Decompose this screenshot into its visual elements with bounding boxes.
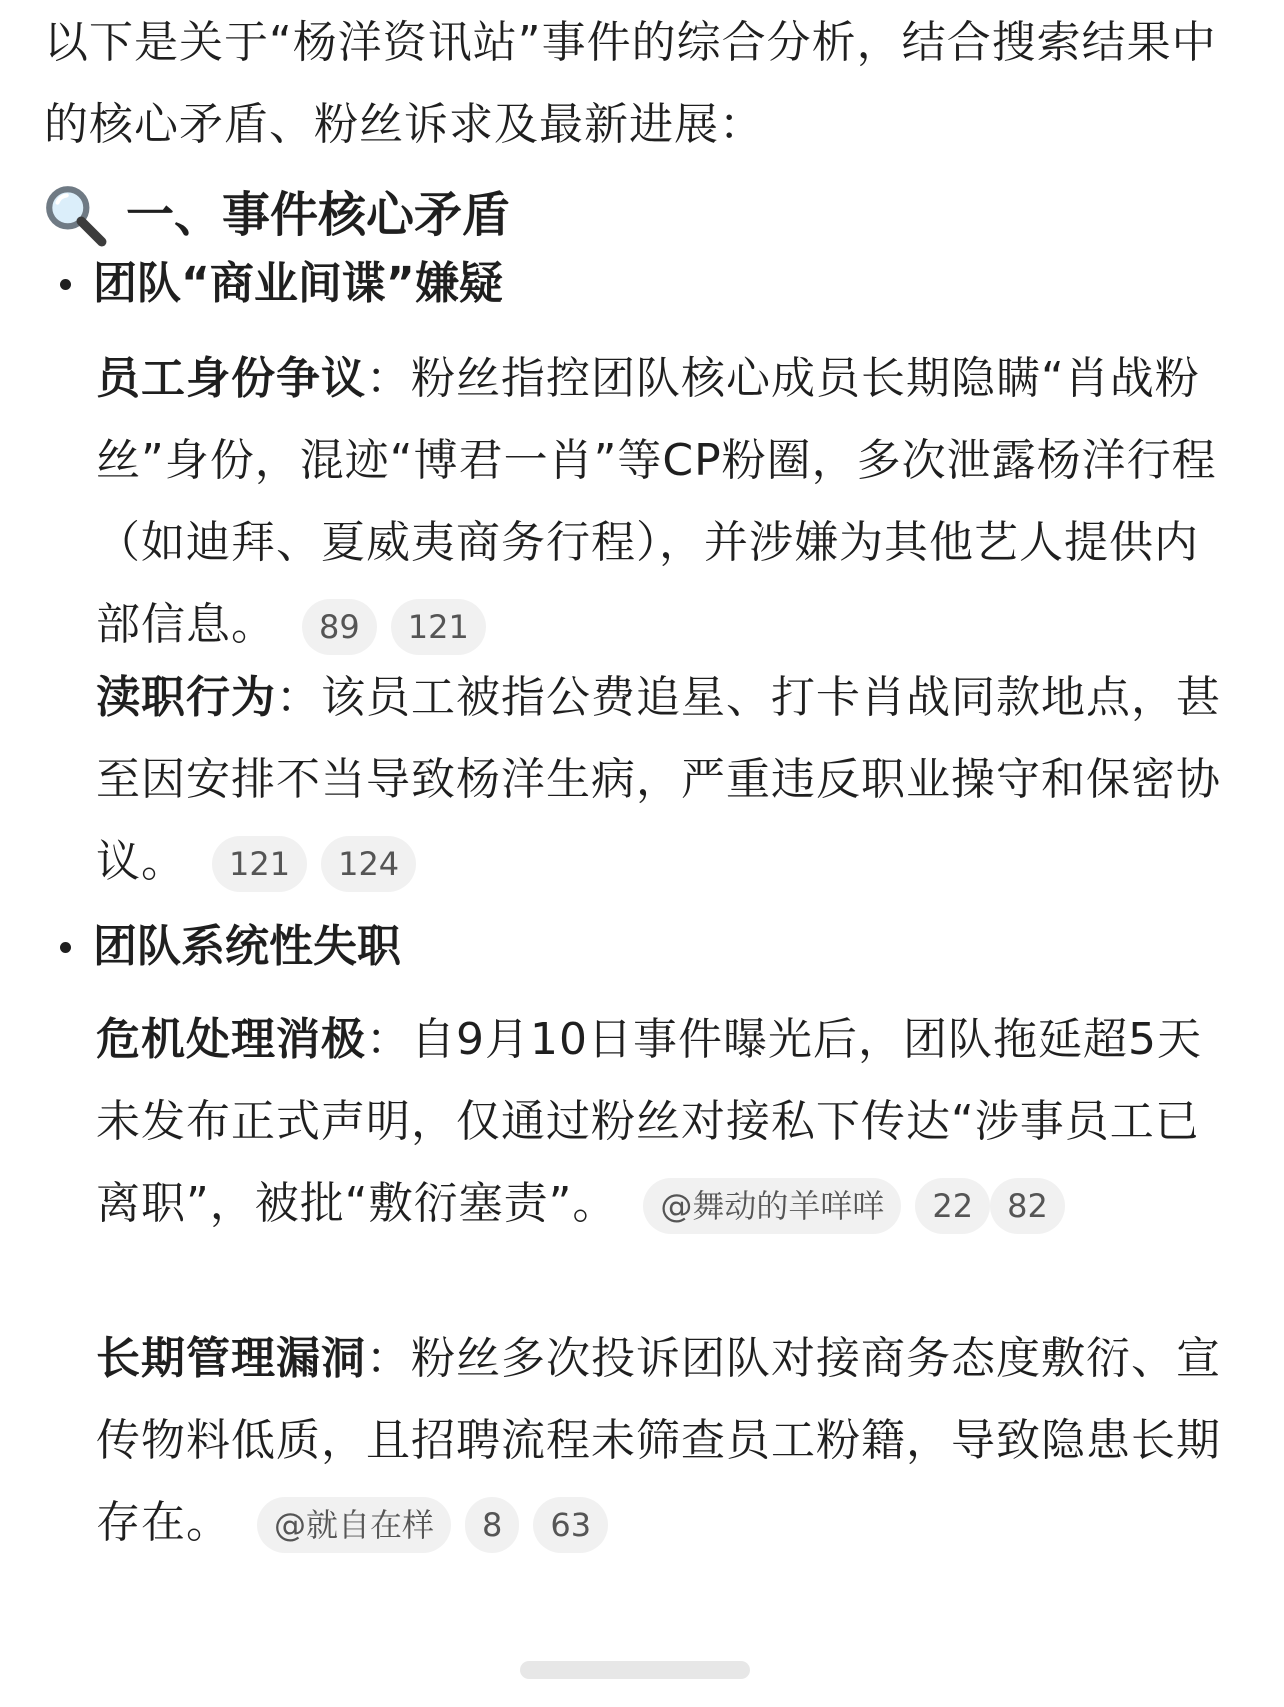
bullet-title: 团队“商业间谍”嫌疑 [93,258,503,309]
detail-paragraph: 危机处理消极：自9月10日事件曝光后，团队拖延超5天未发布正式声明，仅通过粉丝对接私下传达“涉事员工已离职”，被批“敷衍塞责”。 @舞动的羊咩咩 22 82 [96,999,1236,1245]
detail-text: 粉丝指控团队核心成员长期隐瞒“肖战粉丝”身份，混迹“博君一肖”等CP粉圈，多次泄露杨洋行程（如迪拜、夏威夷商务行程），并涉嫌为其他艺人提供内部信息。 [96,353,1217,650]
detail-text: 该员工被指公费追星、打卡肖战同款地点，甚至因安排不当导致杨洋生病，严重违反职业操守和保密协议。 [96,672,1221,887]
bullet-dot [60,942,71,953]
citation-chip[interactable]: 8 [465,1497,519,1553]
bullet-title: 团队系统性失职 [93,921,401,972]
bullet-heading [60,249,503,319]
detail-paragraph: 长期管理漏洞：粉丝多次投诉团队对接商务态度敷衍、宣传物料低质，且招聘流程未筛查员工粉籍，导致隐患长期存在。 @就自在样 8 63 [96,1318,1236,1564]
citation-chip[interactable]: 82 [990,1178,1065,1234]
section-heading [42,180,510,250]
citation-chip[interactable]: 89 [302,599,377,655]
bullet-heading [60,912,401,982]
citation-chip[interactable]: @舞动的羊咩咩 [643,1178,901,1234]
detail-label: 渎职行为 [96,672,276,723]
citation-chip[interactable]: 22 [915,1178,990,1234]
intro-paragraph: 以下是关于“杨洋资讯站”事件的综合分析，结合搜索结果中的核心矛盾、粉丝诉求及最新进展： [44,17,1217,150]
detail-text: 自9月10日事件曝光后，团队拖延超5天未发布正式声明，仅通过粉丝对接私下传达“涉事员工已离职”，被批“敷衍塞责”。 [96,1014,1202,1229]
detail-label: 危机处理消极 [96,1014,366,1065]
detail-paragraph: 渎职行为：该员工被指公费追星、打卡肖战同款地点，甚至因安排不当导致杨洋生病，严重违反职业操守和保密协议。 121 124 [96,657,1236,903]
citation-chip[interactable]: @就自在样 [257,1497,451,1553]
bullet-dot [60,279,71,290]
detail-paragraph: 员工身份争议：粉丝指控团队核心成员长期隐瞒“肖战粉丝”身份，混迹“博君一肖”等CP粉圈，多次泄露杨洋行程（如迪拜、夏威夷商务行程），并涉嫌为其他艺人提供内部信息。 89 121 [96,338,1236,666]
detail-label: 员工身份争议 [96,353,366,404]
citation-chip[interactable]: 121 [212,836,307,892]
magnifier-icon [42,182,108,248]
citation-chip[interactable]: 63 [533,1497,608,1553]
citation-chip[interactable]: 121 [391,599,486,655]
detail-label: 长期管理漏洞 [96,1333,366,1384]
detail-text: 粉丝多次投诉团队对接商务态度敷衍、宣传物料低质，且招聘流程未筛查员工粉籍，导致隐患长期存在。 [96,1333,1221,1548]
section-heading-text: 一、事件核心矛盾 [126,187,511,243]
watermark-icon [520,1655,750,1685]
citation-chip[interactable]: 124 [321,836,416,892]
